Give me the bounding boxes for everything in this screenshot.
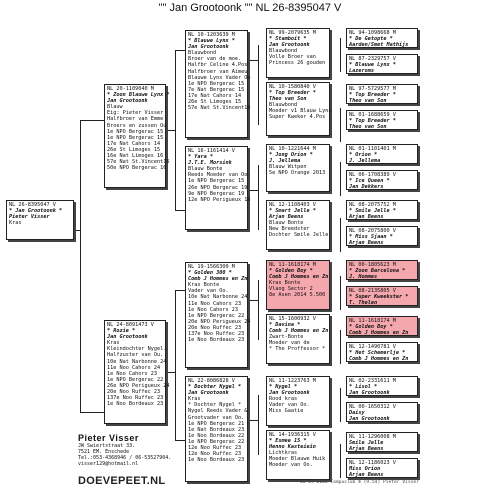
pigeon-name: * Ice Queen *: [349, 178, 390, 185]
site-logo: DOEVEPEET.NL: [78, 475, 166, 487]
info-line: Eig: Pieter Visser: [107, 110, 164, 117]
info-line: Broer van de moe.: [188, 56, 242, 63]
pigeon-color: Kras Bonte: [188, 282, 220, 289]
owner-name: Arjan Beens: [349, 240, 384, 247]
owner-phone: Tel.:053-4368946 / 06-53527904.: [78, 455, 172, 461]
result-line: 57e Nat St.Vincent16: [107, 159, 170, 166]
connector: [258, 45, 259, 125]
result-line: 137e Noo Ruffec 23: [188, 331, 245, 338]
info-line: Halfbr Celine 4.Pos: [188, 62, 248, 69]
result-line: 1e Noo Bordeaux 23: [107, 401, 164, 408]
pigeon-color: Kras: [188, 396, 201, 403]
ring-number: NL 00-1650312 V: [349, 404, 396, 410]
owner-name: Henno Kasteiein: [269, 444, 316, 451]
pedigree-box-g4-7: [346, 200, 418, 220]
info-line: Halfbroer van Emme: [107, 116, 164, 123]
pigeon-name: * Smart Jelle *: [269, 208, 316, 215]
pigeon-color: Blauw Witpen: [269, 164, 307, 171]
result-line: 1e NPO Bergerac 22: [188, 438, 245, 445]
connector: [248, 60, 259, 61]
pigeon-color: Zwart-Bonte: [269, 334, 304, 341]
ring-number: NL 87-2329757 V: [349, 56, 396, 62]
owner-name: Jan Grootoonk: [349, 390, 390, 397]
result-line: 12e Noo Ruffec 23: [188, 445, 242, 452]
result-line: 20e Noo Ruffec 23: [188, 324, 242, 331]
pigeon-name: * Golden 300 *: [188, 270, 232, 277]
ring-number: NL 99-2079635 M: [269, 30, 316, 36]
owner-city: 7521 EM. Enschede: [78, 449, 130, 455]
info-line: Blauwe Lynx Vader Oo: [188, 74, 251, 81]
connector: [258, 165, 259, 230]
owner-name: Jan Grootoonk: [188, 390, 229, 397]
result-line: 1e NPO Bergerac 15: [107, 134, 164, 141]
ring-number: NL 26-8395047 V: [9, 202, 56, 208]
pedigree-box-g3-7: [266, 376, 330, 426]
ring-number: NL 10-1203639 M: [188, 32, 235, 38]
pigeon-color: Blauwbond: [269, 102, 298, 109]
result-line: 17e Nat Cahors 14: [188, 92, 242, 99]
owner-name: Pieter Visser: [78, 433, 139, 443]
pigeon-name: * Orion *: [349, 152, 378, 159]
ring-number: NL 12-1490781 V: [349, 344, 396, 350]
info-line: Volle Broer van: [269, 54, 316, 61]
pedigree-box-g3-4: [266, 200, 330, 250]
ring-number: NL 20-1109040 M: [107, 86, 154, 92]
info-line: Super Kweker 4.Pos: [269, 114, 326, 121]
info-line: Halfbroer van Aimeu: [188, 68, 248, 75]
pigeon-name: * Smile Jelle *: [349, 208, 396, 215]
pigeon-name: * Dochter Nygel *: [188, 384, 242, 391]
pedigree-box-g3-6: [266, 314, 330, 364]
result-line: 26e St Limoges 15: [107, 146, 161, 153]
ring-number: NL 14-1936315 V: [269, 432, 316, 438]
owner-name: Lazeroms: [349, 68, 374, 75]
result-line: 7e Nat Bergerac 15: [188, 86, 245, 93]
result-line: 16e Nat Limoges 16: [107, 153, 164, 160]
pedigree-box-g4-4: [346, 110, 418, 130]
connector: [80, 120, 81, 412]
ring-number: NL 08-2075752 M: [349, 202, 396, 208]
info-line: Miss Gaatie: [269, 408, 304, 415]
info-line: Kleindochter Nygel.: [107, 346, 167, 353]
owner-name: Jan Grootoonk: [349, 416, 390, 423]
owner-name: J. Jellema: [269, 158, 301, 165]
pigeon-color: Blauw: [107, 104, 123, 111]
ring-number: NL 08-2135805 V: [349, 288, 396, 294]
owner-name: J. Hommes: [349, 274, 378, 281]
ring-number: NL 11-1223763 M: [269, 378, 316, 384]
result-line: 20e NPO Perigueux 24: [188, 318, 251, 325]
ring-number: NL 24-8091473 V: [107, 322, 154, 328]
pigeon-name: Daisy: [349, 410, 365, 417]
result-line: 1e NPO Bergerac 15: [107, 128, 164, 135]
pedigree-box-g4-1: [346, 28, 418, 48]
pedigree-box-g4-15: [346, 432, 418, 452]
result-line: 1e Noo Cahors 23: [107, 370, 157, 377]
result-line: 1e NPO Bergerac 21: [188, 420, 245, 427]
info-line: Broers en zussen Ou: [107, 122, 167, 129]
owner-name: Comb J Hommes en Zn: [269, 274, 329, 281]
pigeon-name: * Golden Boy *: [349, 324, 393, 331]
connector: [175, 290, 185, 291]
owner-name: Theo van Son: [269, 96, 307, 103]
ring-number: NL 19-1566300 M: [188, 264, 235, 270]
pigeon-color: Blauwbond: [188, 50, 217, 57]
owner-email: visser129@hotmail.nl: [78, 461, 139, 467]
pigeon-name: * De Getopte *: [349, 36, 393, 43]
connector: [340, 276, 341, 310]
pigeon-name: * Blauwe Lynx *: [188, 38, 235, 45]
connector: [80, 412, 104, 413]
owner-name: Comb J Hommes en Zn: [269, 328, 329, 335]
pigeon-color: Lichtkras: [269, 450, 298, 457]
pigeon-name: Miss Orion: [349, 466, 381, 473]
info-line: * The Proffessor *: [269, 346, 326, 353]
pedigree-box-g3-3: [266, 144, 330, 192]
owner-name: Theo van Son: [349, 98, 387, 105]
info-line: Halfzuster van Ou.: [107, 352, 164, 359]
connector: [248, 190, 259, 191]
result-line: 1e Noo Bordeaux 23: [188, 337, 245, 344]
ring-number: NL 06-1708389 V: [349, 172, 396, 178]
owner-name: Comb J Hommes en Zn: [188, 276, 248, 283]
info-line: Princess 26 gouden: [269, 60, 326, 67]
owner-name: Arjan Beens: [349, 214, 384, 221]
pigeon-name: * Stamboit *: [269, 36, 307, 43]
connector: [165, 372, 176, 373]
ring-number: NL 11-1618174 M: [269, 262, 316, 268]
info-line: 8e Asen 2014 5.500: [269, 292, 326, 299]
connector: [175, 50, 185, 51]
owner-name: Jan Dekkers: [349, 184, 384, 191]
ring-number: NL 00-1805623 M: [349, 262, 396, 268]
ring-number: NL 16-1161414 V: [188, 148, 235, 154]
pedigree-box-gm-maternal: [185, 376, 248, 482]
result-line: 17e Nat Cahors 14: [107, 140, 161, 147]
info-line: Moeder van de: [269, 340, 310, 347]
result-line: 11e Noo Cahors 24: [107, 364, 161, 371]
result-line: 1e Noo Cahors 23: [188, 306, 238, 313]
result-line: 11e Noo Cahors 23: [188, 300, 242, 307]
connector: [175, 440, 185, 441]
ring-number: NL 10-1580840 V: [269, 84, 316, 90]
info-line: Nygel Reeds Vader &: [188, 408, 248, 415]
pigeon-name: * Yara *: [188, 154, 213, 161]
info-line: 5e NPO Orange 2013: [269, 170, 326, 177]
owner-address: JW Swiertstraat 33.: [78, 443, 136, 449]
result-line: 26e NPO Bergerac 19: [188, 184, 248, 191]
pigeon-name: * Top Breeder *: [349, 92, 396, 99]
owner-name: Jan Grootoonk: [269, 390, 310, 397]
pedigree-box-g4-11: [346, 316, 418, 336]
result-line: 1e NPO Bergerac 22: [188, 312, 245, 319]
connector: [165, 130, 176, 131]
connector: [340, 218, 341, 252]
pedigree-box-g4-2: [346, 54, 418, 74]
connector: [340, 444, 341, 478]
pigeon-name: * Rozie *: [107, 328, 136, 335]
pigeon-color: Rood kras: [269, 396, 298, 403]
ring-number: NL 01-1688659 V: [349, 112, 396, 118]
pigeon-name: * Top Breeder *: [269, 90, 316, 97]
pedigree-box-g4-14: [346, 402, 418, 422]
result-line: 9e NPO Bergerac 19: [188, 190, 245, 197]
owner-name: J. Jellema: [349, 158, 381, 165]
result-line: 10e Nat Narbonne 24: [188, 294, 248, 301]
pedigree-box-gf-paternal: [185, 30, 251, 138]
result-line: 20e Noo Ruffec 23: [107, 389, 161, 396]
connector: [340, 388, 341, 422]
pedigree-box-subject: [6, 200, 74, 240]
info-line: Grootvader van Oo.: [188, 414, 245, 421]
ring-number: NL 02-2331611 M: [349, 378, 396, 384]
ring-number: NL 97-5729577 M: [349, 86, 396, 92]
connector: [74, 230, 81, 231]
pedigree-box-mother: [104, 320, 170, 424]
ring-number: NL 01-1101401 M: [349, 146, 396, 152]
pigeon-color: Kras Bonte: [269, 280, 301, 287]
result-line: 26e NPO Perigueux 24: [107, 382, 170, 389]
owner-name: Arjan Beens: [349, 472, 384, 479]
pigeon-color: Blauw Bonte: [188, 166, 223, 173]
connector: [248, 300, 259, 301]
pedigree-box-g3-1: [266, 28, 330, 78]
owner-name: Jan Grootoonk: [269, 42, 310, 49]
pigeon-color: Blauw Bonte: [269, 220, 304, 227]
connector: [340, 162, 341, 196]
connector: [248, 420, 259, 421]
result-line: 57e Nat St.Vincent16: [188, 105, 251, 112]
info-line: Moeder van Oo.: [269, 462, 313, 469]
pedigree-box-g4-12: [346, 342, 418, 362]
pedigree-box-g3-5: [266, 260, 330, 310]
ring-number: NL 22-8086828 V: [188, 378, 235, 384]
pedigree-box-g4-16: [346, 458, 418, 478]
pigeon-name: * Zoon Barcelona *: [349, 268, 406, 275]
owner-name: Jan Grootoonk: [107, 334, 148, 341]
connector: [175, 210, 185, 211]
owner-name: T. Thelen: [349, 300, 378, 307]
pigeon-name: * Miss Sjaan *: [349, 234, 393, 241]
connector: [175, 290, 176, 440]
pedigree-box-g4-9: [346, 260, 418, 280]
info-line: Vader van Oo.: [269, 402, 310, 409]
result-line: 137e Noo Ruffec 23: [107, 395, 164, 402]
connector: [258, 280, 259, 340]
owner-name: Comb J Hommes en Zn: [349, 330, 409, 337]
pedigree-box-g3-8: [266, 430, 330, 480]
result-line: 12e NPO Perigueux 16: [188, 196, 251, 203]
result-line: 1e Nat Bordeaux 23: [188, 426, 245, 433]
owner-name: Comb J Hommes en Zn: [349, 356, 409, 363]
connector: [80, 120, 104, 121]
ring-number: NL 08-2075800 V: [349, 228, 396, 234]
pigeon-name: * Lisol *: [349, 384, 378, 391]
info-line: Reeds Moeder van Oo.: [188, 172, 251, 179]
ring-number: NL 10-1221644 M: [269, 146, 316, 152]
info-line: Moeder Blauwe Huik: [269, 456, 326, 463]
pigeon-color: Kras: [107, 340, 120, 347]
connector: [340, 108, 341, 142]
result-line: 1e Noo Bordeaux 22: [188, 432, 245, 439]
info-line: * Dochter Nygel *: [188, 402, 242, 409]
pigeon-name: * Davina *: [269, 322, 301, 329]
pedigree-box-g4-10: [346, 286, 418, 306]
result-line: 50e NPO Bergerac 16: [107, 165, 167, 172]
owner-name: J.T.E. Morsink: [188, 160, 232, 167]
info-line: New Breedster: [269, 226, 310, 233]
pigeon-name: * Jong Orion *: [269, 152, 313, 159]
pigeon-name: * Het Schemerlje *: [349, 350, 406, 357]
print-stamp: 20-09-2026 Compuclub ® (9.54) Pieter Visser: [300, 480, 419, 485]
pigeon-color: Kras: [9, 220, 22, 227]
owner-contact: [78, 433, 171, 467]
result-line: 26e St Limoges 15: [188, 99, 242, 106]
pigeon-color: Blauwbond: [269, 48, 298, 55]
ring-number: NL 12-1108403 V: [269, 202, 316, 208]
pigeon-name: * Top Breeder *: [349, 118, 396, 125]
result-line: 1e NPO Bergerac 15: [188, 80, 245, 87]
ring-number: NL 94-1098668 M: [349, 30, 396, 36]
ring-number: NL 11-1296008 M: [349, 434, 396, 440]
connector: [340, 330, 341, 364]
info-line: Vlaog Sector 2: [269, 286, 313, 293]
pedigree-box-g4-6: [346, 170, 418, 190]
info-line: Moeder v1 Blauw Lynx: [269, 108, 332, 115]
result-line: 10e Nat Narbonne 24: [107, 358, 167, 365]
owner-name: Aarden/Smet Mathijs: [349, 42, 409, 49]
result-line: 1e Noo Bordeaux 23: [188, 457, 245, 464]
connector: [258, 395, 259, 455]
connector: [340, 38, 341, 72]
owner-name: Arjan Beens: [269, 214, 304, 221]
result-line: 12e Noo Ruffec 23: [188, 451, 242, 458]
pigeon-name: * Golden Boy *: [269, 268, 313, 275]
pedigree-box-father: [104, 84, 170, 188]
pigeon-name: * Super Kweekster *: [349, 294, 409, 301]
pedigree-box-gf-maternal: [185, 262, 251, 368]
owner-name: Arjan Beens: [349, 446, 384, 453]
owner-name: Jan Grootoonk: [107, 98, 148, 105]
owner-name: Jan Grootoonk: [188, 44, 229, 51]
pigeon-name: * Blauwe Lynx *: [349, 62, 396, 69]
info-line: Dochter Smile Jelle: [269, 232, 329, 239]
owner-name: Pieter Visser: [9, 214, 50, 221]
page-title: "" Jan Grootoonk "" NL 26-8395047 V: [158, 2, 342, 14]
ring-number: NL 11-1618174 M: [349, 318, 396, 324]
pigeon-name: * Jan Grootoonk *: [9, 208, 63, 215]
pigeon-name: * Nygel *: [269, 384, 298, 391]
pedigree-box-g4-13: [346, 376, 418, 396]
result-line: 1e NPO Bergerac 15: [188, 178, 245, 185]
pigeon-name: * Zoon Blauwe Lynx *: [107, 92, 170, 99]
pedigree-box-g4-3: [346, 84, 418, 104]
result-line: 1e NPO Bergerac 22: [107, 376, 164, 383]
pedigree-box-g4-5: [346, 144, 418, 164]
ring-number: NL 12-1186023 V: [349, 460, 396, 466]
ring-number: NL 15-1600932 V: [269, 316, 316, 322]
pigeon-name: * Esmee 15 *: [269, 438, 307, 445]
info-line: Vader van Oo.: [188, 288, 229, 295]
owner-name: Theo van Son: [349, 124, 387, 131]
pedigree-box-g4-8: [346, 226, 418, 246]
pigeon-name: Smile Jelle: [349, 440, 384, 447]
pedigree-box-gm-paternal: [185, 146, 251, 230]
pedigree-box-g3-2: [266, 82, 330, 136]
